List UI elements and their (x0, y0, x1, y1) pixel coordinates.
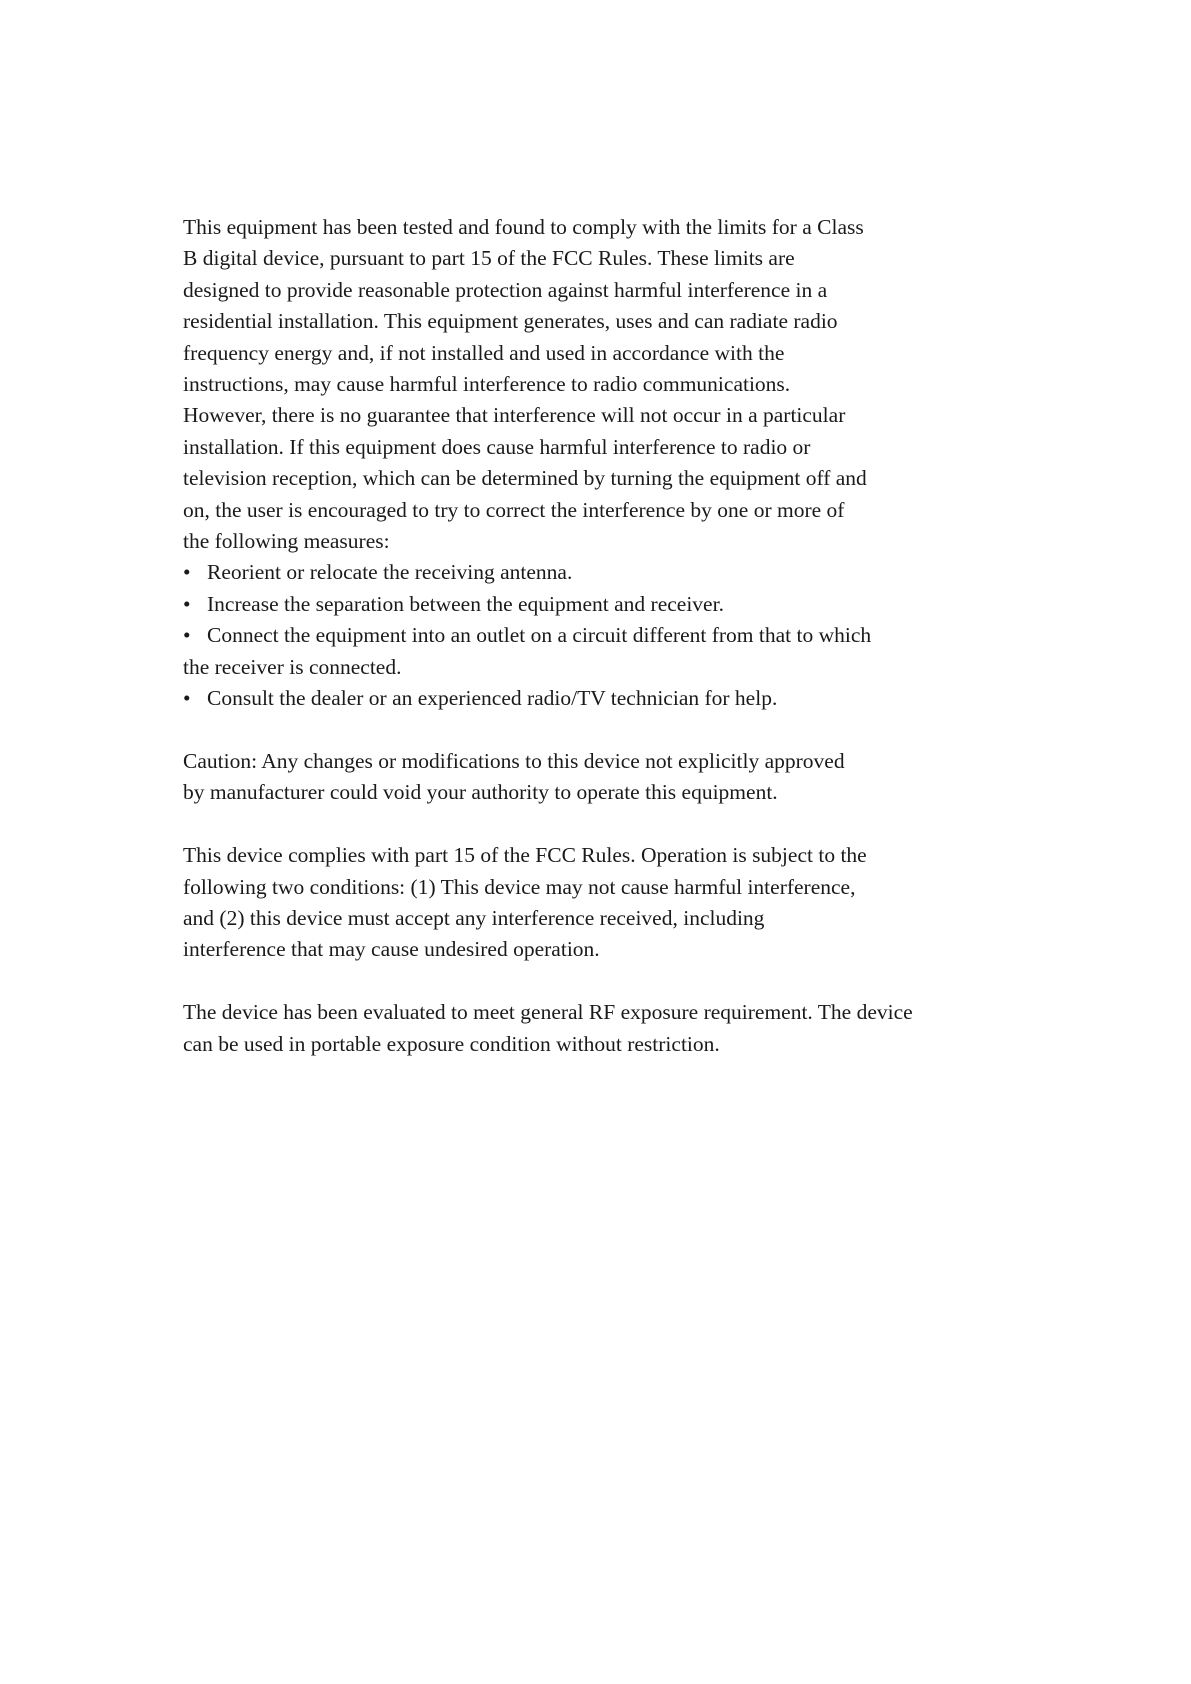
bullet-icon: • (183, 686, 191, 711)
part15-compliance-paragraph (183, 840, 1063, 966)
paragraph-spacer (183, 966, 1063, 997)
list-item (183, 589, 1063, 620)
paragraph-line: This device complies with part 15 of the FCC Rules. Operation is subject to the (183, 843, 867, 868)
rf-exposure-paragraph (183, 997, 1063, 1060)
document-body (183, 212, 1063, 1060)
list-item-continuation: the receiver is connected. (183, 654, 402, 679)
paragraph-line: installation. If this equipment does cause harmful interference to radio or (183, 434, 811, 459)
paragraph-line: residential installation. This equipment generates, uses and can radiate radio (183, 309, 838, 334)
paragraph-line: However, there is no guarantee that interference will not occur in a particular (183, 403, 846, 428)
list-item-text: Increase the separation between the equipment and receiver. (207, 591, 724, 616)
measures-list (183, 557, 1063, 714)
list-item (183, 557, 1063, 588)
paragraph-line: on, the user is encouraged to try to correct the interference by one or more of (183, 497, 845, 522)
list-item-text: Consult the dealer or an experienced radio/TV technician for help. (207, 686, 778, 711)
paragraph-line: by manufacturer could void your authority to operate this equipment. (183, 780, 778, 805)
list-item-text: Connect the equipment into an outlet on a circuit different from that to which (207, 623, 872, 648)
bullet-icon: • (183, 560, 191, 585)
paragraph-line: instructions, may cause harmful interference to radio communications. (183, 372, 791, 397)
paragraph-line: can be used in portable exposure condition without restriction. (183, 1031, 720, 1056)
paragraph-spacer (183, 809, 1063, 840)
paragraph-line: interference that may cause undesired operation. (183, 937, 600, 962)
fcc-class-b-paragraph (183, 212, 1063, 557)
paragraph-line: and (2) this device must accept any interference received, including (183, 905, 765, 930)
paragraph-line: This equipment has been tested and found to comply with the limits for a Class (183, 215, 864, 239)
list-item (183, 683, 1063, 714)
paragraph-line: designed to provide reasonable protection against harmful interference in a (183, 277, 828, 302)
paragraph-line: the following measures: (183, 529, 390, 554)
list-item-text: Reorient or relocate the receiving antenna. (207, 560, 573, 585)
paragraph-line: following two conditions: (1) This device may not cause harmful interference, (183, 874, 856, 899)
bullet-icon: • (183, 623, 191, 648)
list-item (183, 620, 1063, 651)
caution-paragraph (183, 746, 1063, 809)
paragraph-line: television reception, which can be determined by turning the equipment off and (183, 466, 867, 491)
paragraph-spacer (183, 715, 1063, 746)
paragraph-line: The device has been evaluated to meet general RF exposure requirement. The device (183, 1000, 913, 1025)
paragraph-line: frequency energy and, if not installed and used in accordance with the (183, 340, 785, 365)
paragraph-line: Caution: Any changes or modifications to this device not explicitly approved (183, 748, 845, 773)
paragraph-line: B digital device, pursuant to part 15 of the FCC Rules. These limits are (183, 246, 795, 271)
bullet-icon: • (183, 591, 191, 616)
